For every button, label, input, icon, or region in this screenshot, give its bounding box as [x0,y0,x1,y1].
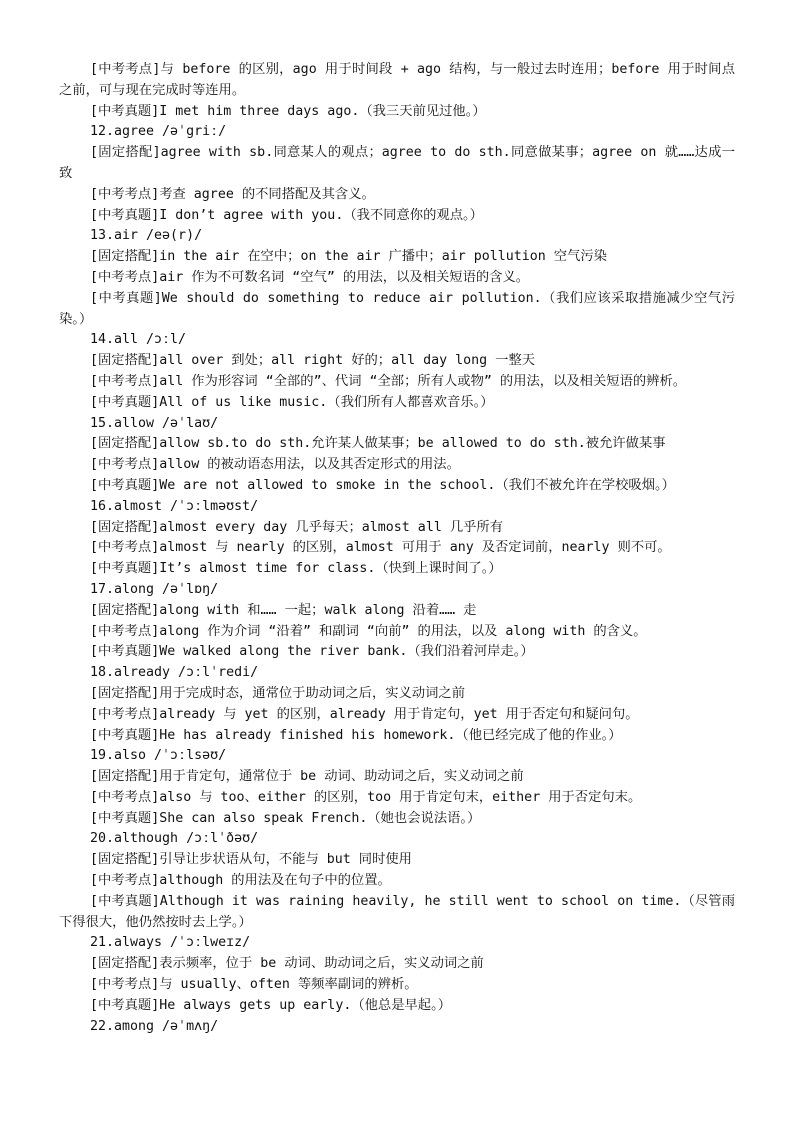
almost-exam-point: [中考考点]almost 与 nearly 的区别，almost 可用于 any 及否定词前，nearly 则不可。 [90,540,671,556]
always-exam-question: [中考真题]He always gets up early.（他总是早起。） [90,997,452,1013]
along-exam-question: [中考真题]We walked along the river bank.（我们沿着河岸走。） [90,644,534,660]
ago-exam-point: [中考考点]与 before 的区别，ago 用于时间段 + ago 结构，与一般过去时连用；before 用于时间点之前，可与现在完成时等连用。 [59,62,735,98]
entry-heading-all: 14.all /ɔːl/ [90,332,187,348]
entry-heading-agree: 12.agree /əˈgriː/ [90,124,227,140]
agree-exam-point: [中考考点]考查 agree 的不同搭配及其含义。 [90,186,375,202]
air-collocations: [固定搭配]in the air 在空中；on the air 广播中；air pollution 空气污染 [90,249,607,265]
almost-collocations: [固定搭配]almost every day 几乎每天；almost all 几乎所有 [90,519,504,535]
entry-heading-along: 17.along /əˈlɒŋ/ [90,581,219,597]
agree-exam-question: [中考真题]I don’t agree with you.（我不同意你的观点。） [90,207,483,223]
although-collocations: [固定搭配]引导让步状语从句，不能与 but 同时使用 [90,852,412,868]
although-exam-point: [中考考点]although 的用法及在句子中的位置。 [90,873,391,889]
agree-collocations: [固定搭配]agree with sb.同意某人的观点；agree to do sth.同意做某事；agree on 就……达成一致 [59,145,735,181]
entry-heading-also: 19.also /ˈɔːlsəʊ/ [90,748,227,764]
also-exam-point: [中考考点]also 与 too、either 的区别，too 用于肯定句末，either 用于否定句末。 [90,789,642,805]
entry-heading-among: 22.among /əˈmʌŋ/ [90,1018,219,1034]
ago-exam-question: [中考真题]I met him three days ago.（我三天前见过他。） [90,103,486,119]
entry-heading-always: 21.always /ˈɔːlweɪz/ [90,935,251,951]
along-collocations: [固定搭配]along with 和…… 一起；walk along 沿着…… 走 [90,602,477,618]
entry-heading-air: 13.air /eə(r)/ [90,228,203,244]
along-exam-point: [中考考点]along 作为介词 “沿着” 和副词 “向前” 的用法，以及 along with 的含义。 [90,623,647,639]
entry-heading-allow: 15.allow /əˈlaʊ/ [90,415,219,431]
all-exam-question: [中考真题]All of us like music.（我们所有人都喜欢音乐。） [90,394,494,410]
always-exam-point: [中考考点]与 usually、often 等频率副词的辨析。 [90,977,418,993]
also-exam-question: [中考真题]She can also speak French.（她也会说法语。） [90,810,481,826]
allow-collocations: [固定搭配]allow sb.to do sth.允许某人做某事；be allowed to do sth.被允许做某事 [90,436,666,452]
entry-heading-almost: 16.almost /ˈɔːlməʊst/ [90,498,259,514]
air-exam-point: [中考考点]air 作为不可数名词 “空气” 的用法，以及相关短语的含义。 [90,269,530,285]
always-collocations: [固定搭配]表示频率，位于 be 动词、助动词之后，实义动词之前 [90,956,484,972]
air-exam-question: [中考真题]We should do something to reduce air pollution.（我们应该采取措施减少空气污染。） [59,290,735,327]
allow-exam-point: [中考考点]allow 的被动语态用法，以及其否定形式的用法。 [90,457,460,473]
allow-exam-question: [中考真题]We are not allowed to smoke in the school.（我们不被允许在学校吸烟。） [90,477,675,493]
already-collocations: [固定搭配]用于完成时态，通常位于助动词之后，实义动词之前 [90,685,466,701]
all-collocations: [固定搭配]all over 到处；all right 好的；all day long 一整天 [90,353,536,369]
also-collocations: [固定搭配]用于肯定句，通常位于 be 动词、助动词之后，实义动词之前 [90,769,524,785]
entry-heading-although: 20.although /ɔːlˈðəʊ/ [90,831,259,847]
all-exam-point: [中考考点]all 作为形容词 “全部的”、代词 “全部；所有人或物” 的用法，以及相关短语的辨析。 [90,373,687,389]
although-exam-question: [中考真题]Although it was raining heavily, he still went to school on time.（尽管雨下得很大，他仍然按时去上学。） [59,893,735,930]
already-exam-question: [中考真题]He has already finished his homework.（他已经完成了他的作业。） [90,727,622,743]
almost-exam-question: [中考真题]It’s almost time for class.（快到上课时间了。） [90,561,502,577]
already-exam-point: [中考考点]already 与 yet 的区别，already 用于肯定句，yet 用于否定句和疑问句。 [90,706,639,722]
entry-heading-already: 18.already /ɔːlˈredi/ [90,665,259,681]
document-page [59,60,735,1037]
